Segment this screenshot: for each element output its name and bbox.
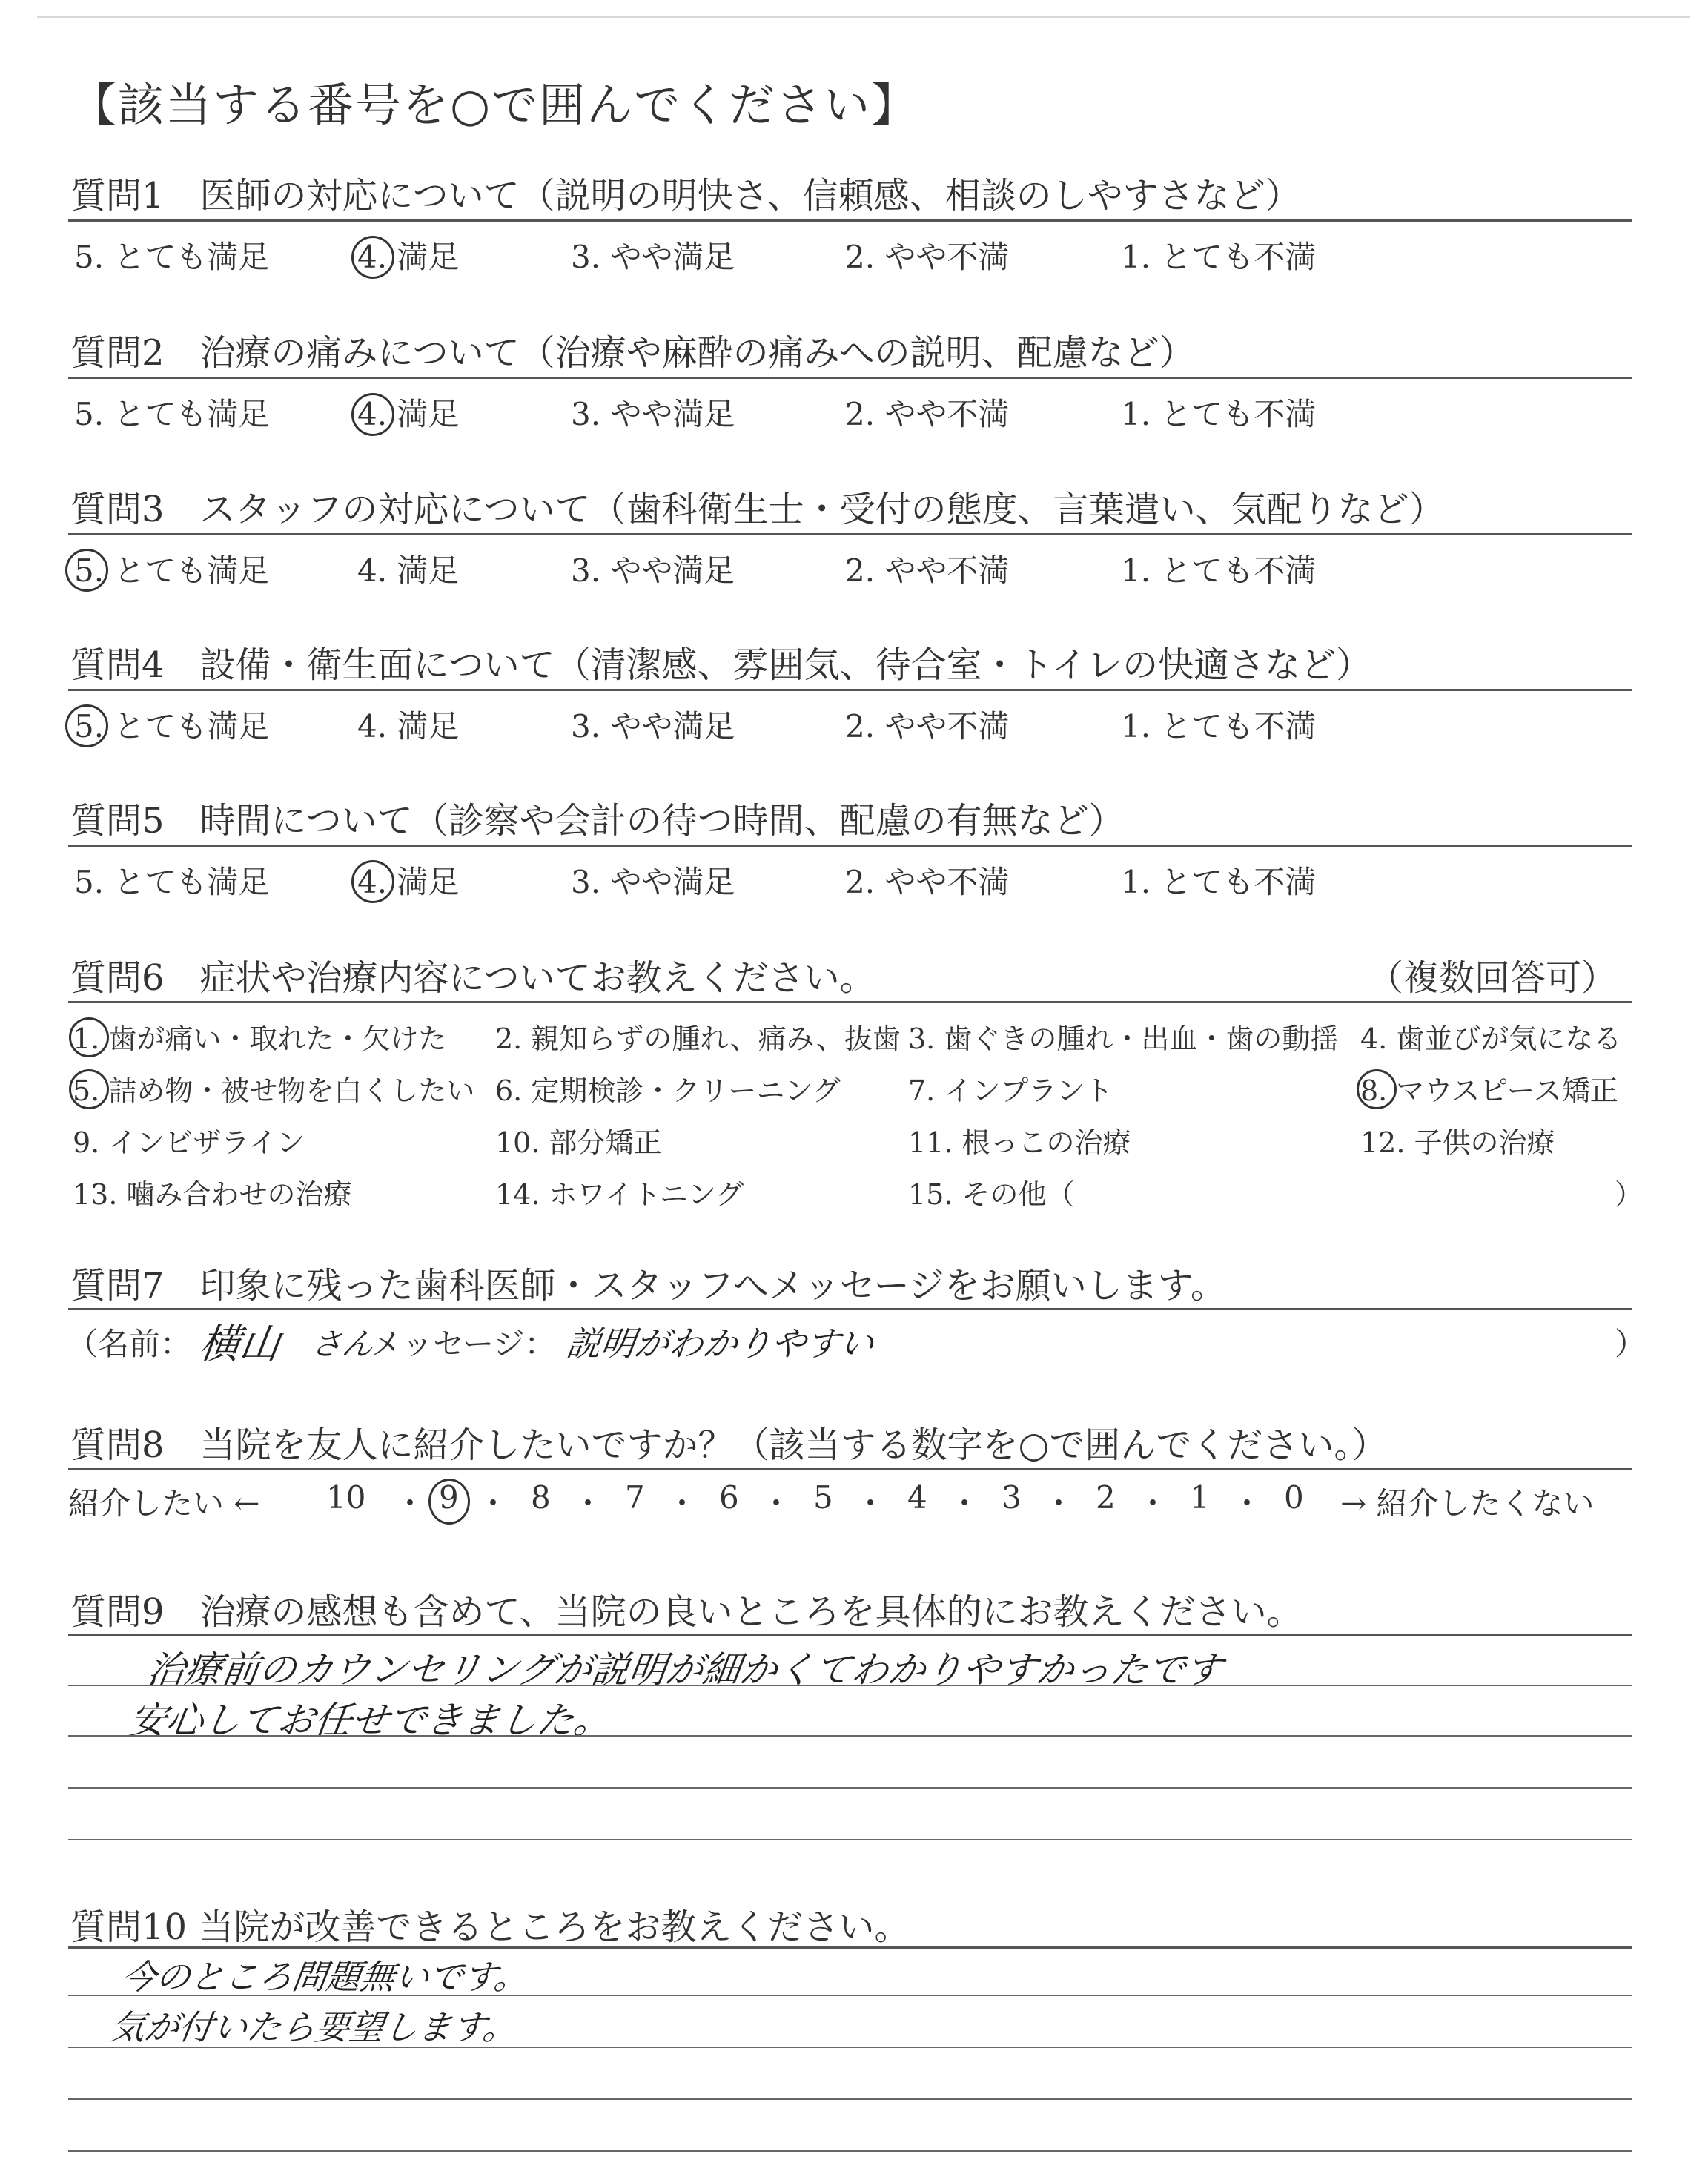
q8-right-label: → 紹介したくない (1340, 1485, 1595, 1522)
q5-option-3[interactable]: 3. やや満足 (571, 864, 735, 900)
q5-selection-circle (351, 860, 394, 903)
q7-san: さん (308, 1326, 377, 1362)
q9-heading: 質問9 治療の感想も含めて、当院の良いところを具体的にお教えください。 (70, 1591, 1302, 1633)
q8-left-label: 紹介したい ← (68, 1485, 260, 1522)
q5-option-5[interactable]: 5. とても満足 (74, 864, 270, 900)
q5-heading: 質問5 時間について（診察や会計の待つ時間、配慮の有無など） (70, 800, 1125, 842)
q10-rule (68, 1946, 1632, 1949)
q3-option-2[interactable]: 2. やや不満 (845, 552, 1010, 589)
q7-name-value[interactable]: 横山 (196, 1321, 283, 1367)
q9-writing-line (68, 1839, 1632, 1840)
q8-score-1[interactable]: 1 (1190, 1479, 1210, 1516)
q1-option-5[interactable]: 5. とても満足 (74, 239, 270, 275)
q6-option-10[interactable]: 10. 部分矯正 (495, 1126, 662, 1159)
q6-other-close-paren: ） (1615, 1178, 1644, 1211)
top-rule (37, 16, 1690, 18)
q8-separator: ・ (1043, 1485, 1075, 1522)
q1-selection-circle (351, 236, 394, 279)
q8-separator: ・ (1231, 1485, 1263, 1522)
q6-option-12[interactable]: 12. 子供の治療 (1360, 1126, 1555, 1159)
q5-rule (68, 845, 1632, 847)
q8-score-10[interactable]: 10 (326, 1479, 366, 1516)
q8-score-8[interactable]: 8 (531, 1479, 551, 1516)
q2-option-3[interactable]: 3. やや満足 (571, 396, 735, 432)
q2-option-5[interactable]: 5. とても満足 (74, 396, 270, 432)
q6-option-4[interactable]: 4. 歯並びが気になる (1360, 1023, 1622, 1055)
q8-score-5[interactable]: 5 (813, 1479, 833, 1516)
q6-rule (68, 1001, 1632, 1003)
page-title: 【該当する番号を○で囲んでください】 (70, 78, 919, 132)
q10-heading: 質問10 当院が改善できるところをお教えください。 (70, 1906, 910, 1948)
q8-separator: ・ (394, 1485, 426, 1522)
q6-heading: 質問6 症状や治療内容についてお教えください。 (70, 957, 875, 999)
q4-option-4[interactable]: 4. 満足 (357, 708, 460, 744)
q1-rule (68, 219, 1632, 222)
q8-score-7[interactable]: 7 (625, 1479, 645, 1516)
q1-option-2[interactable]: 2. やや不満 (845, 239, 1010, 275)
q6-option-2[interactable]: 2. 親知らずの腫れ、痛み、抜歯 (495, 1023, 901, 1055)
q3-option-1[interactable]: 1. とても不満 (1121, 552, 1317, 589)
q6-note: （複数回答可） (1368, 957, 1618, 999)
q5-option-1[interactable]: 1. とても不満 (1121, 864, 1317, 900)
q6-selection-circle-5 (69, 1069, 109, 1109)
q7-name-label: （名前： (67, 1326, 192, 1362)
q5-option-2[interactable]: 2. やや不満 (845, 864, 1010, 900)
q8-separator: ・ (949, 1485, 981, 1522)
q7-message-value[interactable]: 説明がわかりやすい (563, 1324, 877, 1364)
q1-heading: 質問1 医師の対応について（説明の明快さ、信頼感、相談のしやすさなど） (70, 175, 1301, 217)
q4-option-2[interactable]: 2. やや不満 (845, 708, 1010, 744)
q6-option-6[interactable]: 6. 定期検診・クリーニング (495, 1074, 841, 1107)
q8-score-6[interactable]: 6 (719, 1479, 739, 1516)
q8-heading: 質問8 当院を友人に紹介したいですか？（該当する数字を○で囲んでください。） (70, 1424, 1388, 1466)
q9-writing-line (68, 1685, 1632, 1686)
q10-writing-line (68, 1995, 1632, 1996)
q6-selection-circle-1 (69, 1017, 109, 1057)
q9-writing-line (68, 1735, 1632, 1737)
q6-option-8[interactable]: 8. マウスピース矯正 (1360, 1074, 1618, 1107)
q3-option-4[interactable]: 4. 満足 (357, 552, 460, 589)
q1-option-3[interactable]: 3. やや満足 (571, 239, 735, 275)
q4-selection-circle (65, 704, 108, 747)
q3-option-3[interactable]: 3. やや満足 (571, 552, 735, 589)
q4-heading: 質問4 設備・衛生面について（清潔感、雰囲気、待合室・トイレの快適さなど） (70, 644, 1372, 686)
q1-option-4[interactable]: 4. 満足 (357, 239, 460, 275)
q2-rule (68, 377, 1632, 379)
q8-separator: ・ (1137, 1485, 1169, 1522)
q3-heading: 質問3 スタッフの対応について（歯科衛生士・受付の態度、言葉遣い、気配りなど） (70, 489, 1445, 530)
q7-message-label: メッセージ： (371, 1326, 556, 1362)
q9-answer-line-2[interactable]: 安心してお任せできました。 (126, 1699, 615, 1742)
q6-option-7[interactable]: 7. インプラント (908, 1074, 1113, 1107)
q8-score-3[interactable]: 3 (1002, 1479, 1022, 1516)
q8-score-0[interactable]: 0 (1284, 1479, 1304, 1516)
q7-close-paren: ） (1615, 1326, 1646, 1362)
q10-answer-line-2[interactable]: 気が付いたら要望します。 (107, 2007, 520, 2047)
q6-option-3[interactable]: 3. 歯ぐきの腫れ・出血・歯の動揺 (908, 1023, 1339, 1055)
q2-option-1[interactable]: 1. とても不満 (1121, 396, 1317, 432)
q8-score-2[interactable]: 2 (1096, 1479, 1116, 1516)
q3-rule (68, 533, 1632, 535)
q8-score-4[interactable]: 4 (907, 1479, 927, 1516)
q9-rule (68, 1634, 1632, 1636)
q2-option-2[interactable]: 2. やや不満 (845, 396, 1010, 432)
q8-selection-circle (428, 1479, 470, 1525)
q7-heading: 質問7 印象に残った歯科医師・スタッフへメッセージをお願いします。 (70, 1265, 1226, 1307)
q6-option-11[interactable]: 11. 根っこの治療 (908, 1126, 1131, 1159)
q8-separator: ・ (572, 1485, 604, 1522)
q6-option-14[interactable]: 14. ホワイトニング (495, 1178, 744, 1211)
q2-heading: 質問2 治療の痛みについて（治療や麻酔の痛みへの説明、配慮など） (70, 332, 1195, 374)
q10-writing-line (68, 2047, 1632, 2048)
q9-writing-line (68, 1787, 1632, 1789)
q10-answer-line-1[interactable]: 今のところ問題無いです。 (119, 1957, 532, 1997)
q9-answer-line-1[interactable]: 治療前のカウンセリングが説明が細かくてわかりやすかったです (145, 1648, 1225, 1691)
q4-option-3[interactable]: 3. やや満足 (571, 708, 735, 744)
q3-selection-circle (65, 549, 108, 592)
q6-option-13[interactable]: 13. 噛み合わせの治療 (73, 1178, 352, 1211)
q6-option-9[interactable]: 9. インビザライン (73, 1126, 305, 1159)
q10-writing-line (68, 2150, 1632, 2152)
q2-option-4[interactable]: 4. 満足 (357, 396, 460, 432)
q8-separator: ・ (477, 1485, 509, 1522)
q6-option-5[interactable]: 5. 詰め物・被せ物を白くしたい (73, 1074, 475, 1107)
q6-selection-circle-8 (1357, 1069, 1397, 1109)
q7-rule (68, 1308, 1632, 1310)
q10-writing-line (68, 2098, 1632, 2100)
q6-option-15[interactable]: 15. その他（ (908, 1178, 1075, 1211)
q4-option-1[interactable]: 1. とても不満 (1121, 708, 1317, 744)
q4-rule (68, 689, 1632, 691)
q8-separator: ・ (761, 1485, 792, 1522)
q4-option-5[interactable]: 5. とても満足 (74, 708, 270, 744)
q5-option-4[interactable]: 4. 満足 (357, 864, 460, 900)
q3-option-5[interactable]: 5. とても満足 (74, 552, 270, 589)
q2-selection-circle (351, 393, 394, 436)
q8-separator: ・ (855, 1485, 887, 1522)
q6-option-1[interactable]: 1. 歯が痛い・取れた・欠けた (73, 1023, 447, 1055)
q1-option-1[interactable]: 1. とても不満 (1121, 239, 1317, 275)
q8-score-9[interactable]: 9 (439, 1479, 459, 1516)
q8-separator: ・ (666, 1485, 698, 1522)
q8-rule (68, 1468, 1632, 1470)
